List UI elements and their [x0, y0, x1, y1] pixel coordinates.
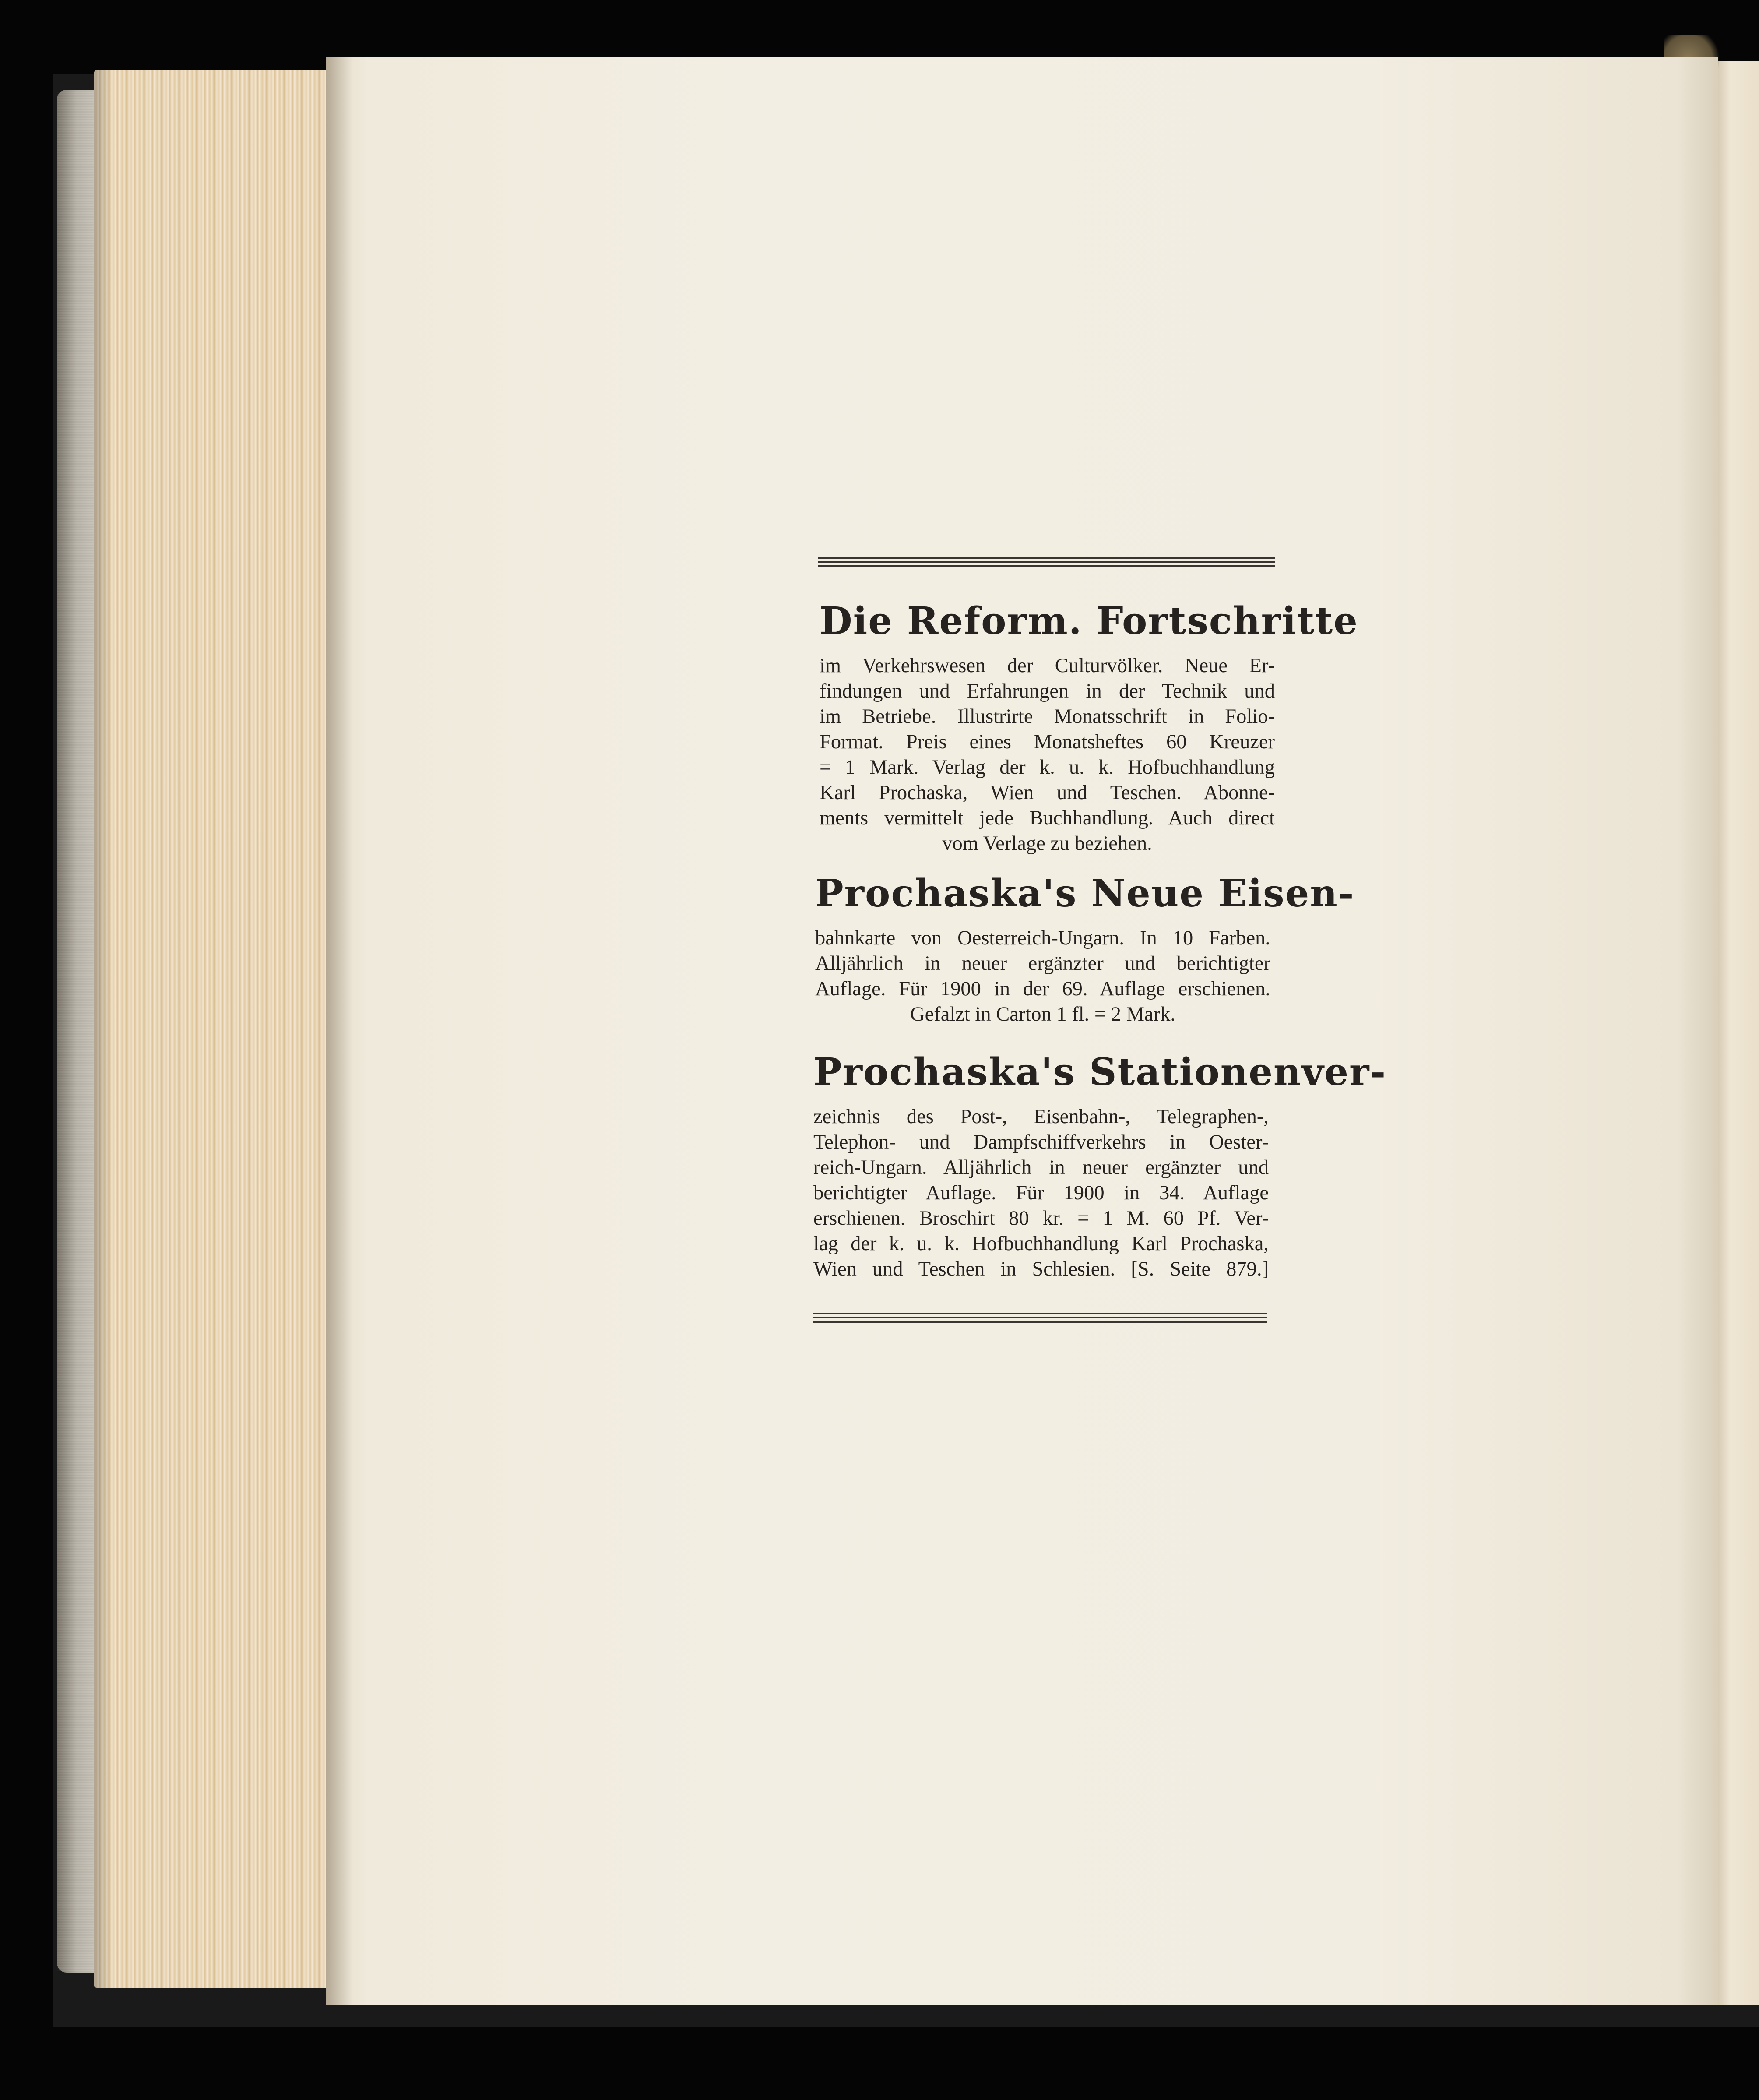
body-line: Karl Prochaska, Wien und Teschen. Abonne- [820, 782, 1275, 804]
body-line: im Betriebe. Illustrirte Monatsschrift in Folio- [820, 705, 1275, 728]
entry-body-stationenverzeichnis [813, 1104, 1269, 1282]
entry-heading-stationenverzeichnis: Prochaska's Stationenver- [813, 1050, 1387, 1094]
body-line: ments vermittelt jede Buchhandlung. Auch direct [820, 807, 1275, 829]
body-line: reich-Ungarn. Alljährlich in neuer ergänzter und [813, 1156, 1269, 1179]
entry-body-reform [820, 653, 1275, 856]
body-line: bahnkarte von Oesterreich-Ungarn. In 10 Farben. [815, 927, 1270, 949]
body-line: Format. Preis eines Monatsheftes 60 Kreuzer [820, 731, 1275, 753]
entry-heading-reform: Die Reform. Fortschritte [820, 599, 1358, 643]
body-last-line: Gefalzt in Carton 1 fl. = 2 Mark. [910, 1003, 1176, 1025]
page-edges [94, 70, 344, 1988]
body-line: Alljährlich in neuer ergänzter und berichtigter [815, 952, 1270, 975]
book-page [326, 57, 1718, 2005]
top-ornamental-rule [818, 557, 1275, 567]
facing-page-edge [1712, 61, 1759, 2005]
body-last-line: vom Verlage zu beziehen. [942, 832, 1152, 855]
entry-heading-eisenbahnkarte: Prochaska's Neue Eisen- [815, 871, 1355, 916]
body-line: Wien und Teschen in Schlesien. [S. Seite 879.] [813, 1258, 1269, 1280]
body-line: findungen und Erfahrungen in der Technik und [820, 680, 1275, 702]
body-line: im Verkehrswesen der Culturvölker. Neue Er- [820, 655, 1275, 677]
body-line: Telephon- und Dampfschiffverkehrs in Oester- [813, 1131, 1269, 1153]
body-line: lag der k. u. k. Hofbuchhandlung Karl Prochaska, [813, 1233, 1269, 1255]
entry-body-eisenbahnkarte [815, 926, 1270, 1027]
body-line: berichtigter Auflage. Für 1900 in 34. Auflage [813, 1182, 1269, 1204]
body-line: = 1 Mark. Verlag der k. u. k. Hofbuchhandlung [820, 756, 1275, 779]
body-line: zeichnis des Post-, Eisenbahn-, Telegraphen-, [813, 1106, 1269, 1128]
bottom-ornamental-rule [813, 1313, 1267, 1323]
body-line: erschienen. Broschirt 80 kr. = 1 M. 60 Pf. Ver- [813, 1207, 1269, 1230]
body-line: Auflage. Für 1900 in der 69. Auflage erschienen. [815, 978, 1270, 1000]
